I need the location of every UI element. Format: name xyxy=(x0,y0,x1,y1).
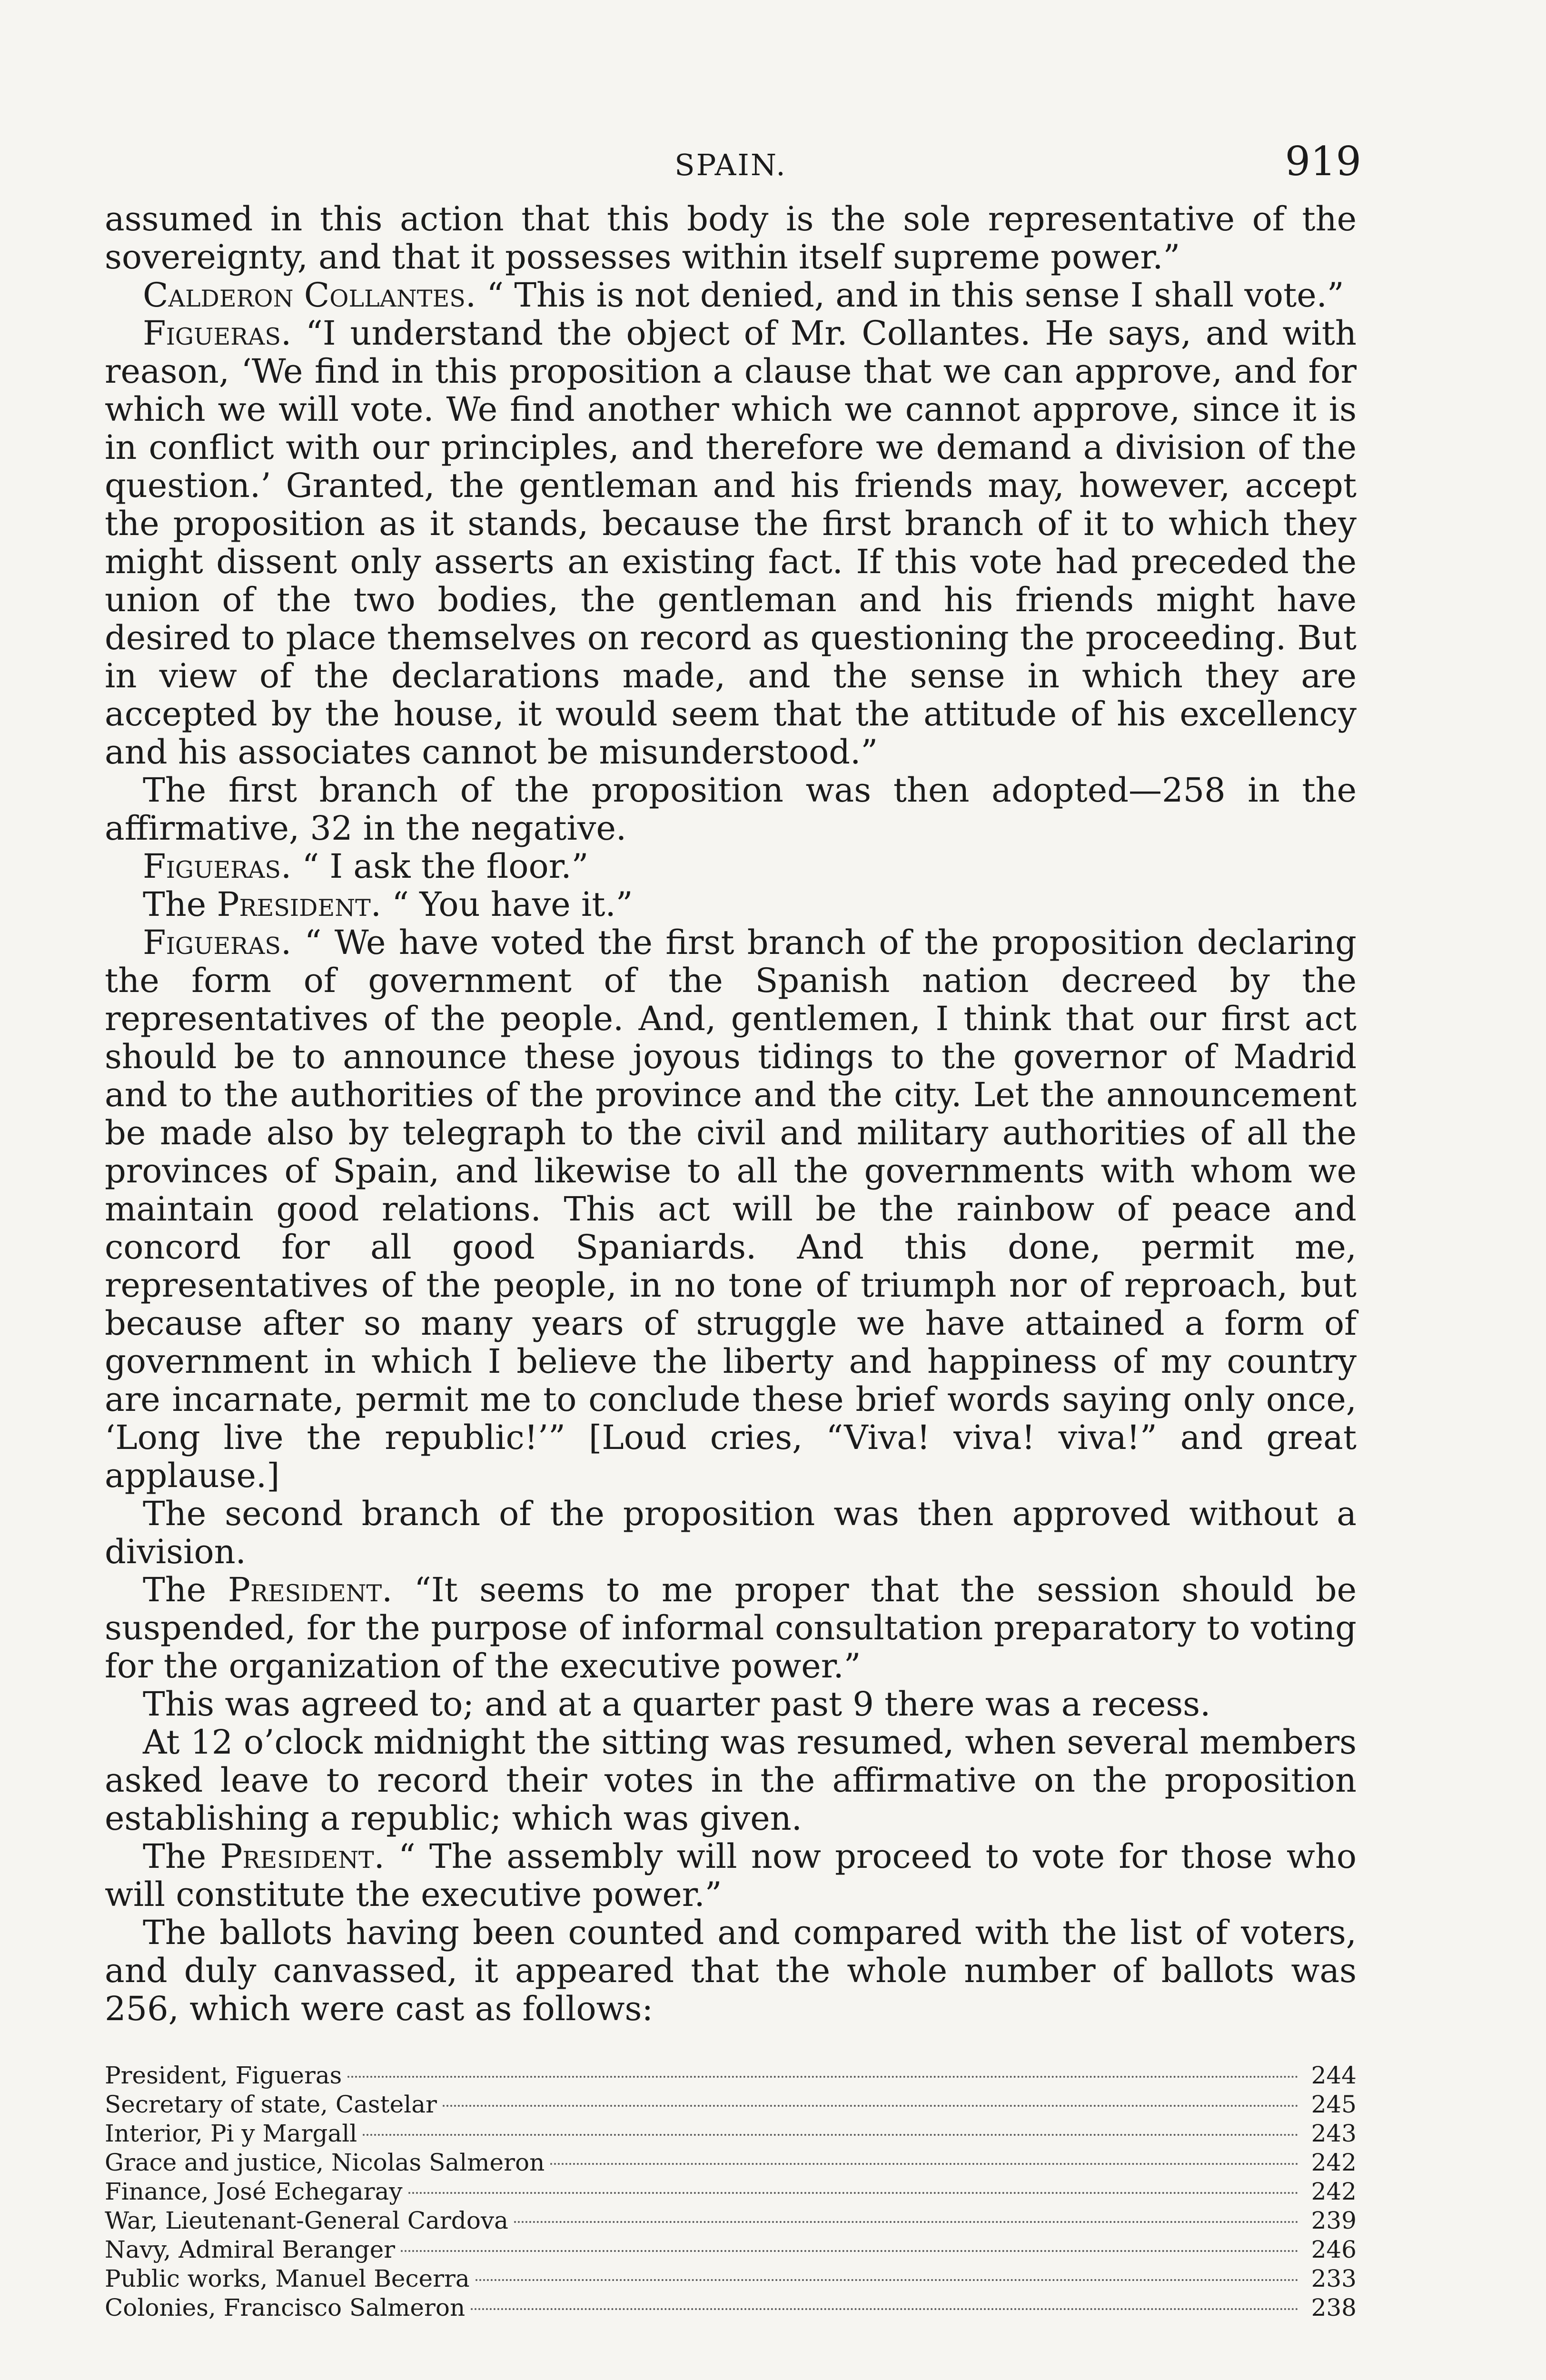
paragraph: Figueras. “ I ask the floor.” xyxy=(143,847,589,886)
paragraph: Figueras. “I understand the object of Mr. Collantes. He says, and with reason, ‘We find in this proposition a clause that we can approve, and for which we will vote. We find another which we cannot approve, since it is in conflict with our principles, and therefore we demand a division of the question.’ Granted, the gentleman and his friends may, however, accept the proposition as it stands, because the first branch of it to which they might dissent only asserts an existing fact. If this vote had preceded the union of the two bodies, the gentleman and his friends might have desired to place themselves on record as questioning the proceeding. But in view of the declarations made, and the sense in which they are accepted by the house, it would seem that the attitude of his excellency and his associates cannot be misunderstood.” xyxy=(105,314,1357,772)
paragraph: At 12 o’clock midnight the sitting was resumed, when several members asked leave to record their votes in the affirmative on the proposition establishing a republic; which was given. xyxy=(105,1723,1357,1838)
paragraph: The first branch of the proposition was then adopted—258 in the affirmative, 32 in the negative. xyxy=(105,771,1357,848)
page-number: 919 xyxy=(1285,138,1361,185)
running-title: SPAIN. xyxy=(674,148,787,182)
speaker-name: Calderon Collantes. xyxy=(143,276,476,315)
dot-leader xyxy=(401,2250,1298,2252)
speaker-name: Figueras. xyxy=(143,847,292,886)
vote-count: 244 xyxy=(1311,2062,1357,2089)
vote-count: 243 xyxy=(1311,2120,1357,2147)
vote-row xyxy=(105,2177,1357,2206)
vote-row xyxy=(105,2293,1357,2322)
office-label: Secretary of state, Castelar xyxy=(105,2091,437,2118)
paragraph: The President. “ The assembly will now proceed to vote for those who will constitute the executive power.” xyxy=(105,1837,1357,1914)
vote-row xyxy=(105,2061,1357,2090)
vote-count: 242 xyxy=(1311,2178,1357,2205)
office-label: Navy, Admiral Beranger xyxy=(105,2236,396,2263)
speaker-name: President. xyxy=(217,885,382,924)
paragraph: The second branch of the proposition was then approved without a division. xyxy=(105,1494,1357,1571)
vote-row xyxy=(105,2235,1357,2264)
dot-leader xyxy=(514,2221,1298,2223)
paragraph: assumed in this action that this body is the sole representative of the sovereignty, and that it possesses within itself supreme power.” xyxy=(105,199,1357,277)
speaker-name: President. xyxy=(228,1570,393,1609)
office-label: Finance, José Echegaray xyxy=(105,2178,403,2205)
paragraph: The ballots having been counted and compared with the list of voters, and duly canvassed, it appeared that the whole number of ballots was 256, which were cast as follows: xyxy=(105,1913,1357,2028)
vote-count: 239 xyxy=(1311,2207,1357,2234)
office-label: President, Figueras xyxy=(105,2062,342,2089)
dot-leader xyxy=(550,2163,1298,2165)
vote-row xyxy=(105,2090,1357,2119)
page-header xyxy=(105,138,1361,195)
speaker-name: Figueras. xyxy=(143,314,292,353)
vote-row xyxy=(105,2119,1357,2148)
vote-count: 246 xyxy=(1311,2236,1357,2263)
vote-tally-list xyxy=(105,2061,1357,2322)
body-text xyxy=(105,200,1357,2028)
speaker-name: Figueras. xyxy=(143,923,292,962)
vote-count: 238 xyxy=(1311,2294,1357,2321)
office-label: War, Lieutenant-General Cardova xyxy=(105,2207,508,2234)
vote-count: 245 xyxy=(1311,2091,1357,2118)
dot-leader xyxy=(408,2192,1298,2194)
paragraph: Figueras. “ We have voted the first branch of the proposition declaring the form of government of the Spanish nation decreed by the representatives of the people. And, gentlemen, I think that our first act should be to announce these joyous tidings to the governor of Madrid and to the authorities of the province and the city. Let the announcement be made also by telegraph to the civil and military authorities of all the provinces of Spain, and likewise to all the governments with whom we maintain good relations. This act will be the rainbow of peace and concord for all good Spaniards. And this done, permit me, representatives of the people, in no tone of triumph nor of reproach, but because after so many years of struggle we have attained a form of government in which I believe the liberty and happiness of my country are incarnate, permit me to conclude these brief words saying only once, ‘Long live the republic!’” [Loud cries, “Viva! viva! viva!” and great applause.] xyxy=(105,923,1357,1495)
vote-row xyxy=(105,2148,1357,2177)
vote-row xyxy=(105,2264,1357,2293)
dot-leader xyxy=(471,2308,1298,2310)
vote-count: 242 xyxy=(1311,2149,1357,2176)
paragraph: The President. “It seems to me proper that the session should be suspended, for the purpose of informal consultation preparatory to voting for the organization of the executive power.” xyxy=(105,1570,1357,1686)
office-label: Colonies, Francisco Salmeron xyxy=(105,2294,466,2321)
office-label: Interior, Pi y Margall xyxy=(105,2120,357,2147)
paragraph: Calderon Collantes. “ This is not denied, and in this sense I shall vote.” xyxy=(143,276,1344,315)
dot-leader xyxy=(363,2134,1298,2136)
vote-row xyxy=(105,2206,1357,2235)
document-page xyxy=(105,138,1361,2322)
dot-leader xyxy=(476,2279,1298,2281)
dot-leader xyxy=(443,2105,1298,2107)
office-label: Public works, Manuel Becerra xyxy=(105,2265,470,2292)
speaker-name: President. xyxy=(220,1837,385,1876)
office-label: Grace and justice, Nicolas Salmeron xyxy=(105,2149,545,2176)
dot-leader xyxy=(347,2076,1298,2078)
paragraph: The President. “ You have it.” xyxy=(143,885,633,924)
paragraph: This was agreed to; and at a quarter past 9 there was a recess. xyxy=(143,1685,1211,1724)
vote-count: 233 xyxy=(1311,2265,1357,2292)
